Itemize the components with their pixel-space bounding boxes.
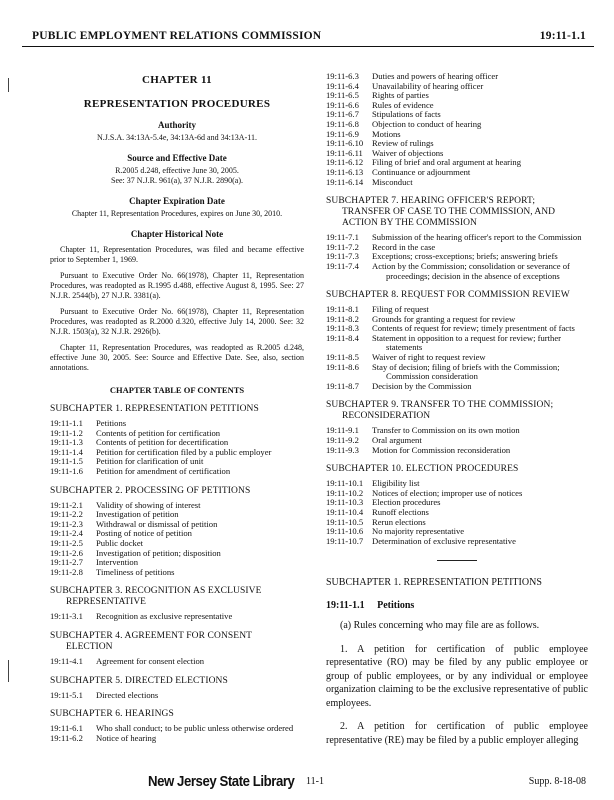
toc-entry-number: 19:11-6.13 [326,166,364,177]
toc-entry-number: 19:11-10.1 [326,478,364,489]
history-paragraph: Chapter 11, Representation Procedures, was readopted as R.2005 d.248, effective June 30, 2005. See: Source and Effective Date. See, also, section annotations. [50,343,304,372]
toc-entry-number: 19:11-2.5 [50,537,83,548]
expiration-text: Chapter 11, Representation Procedures, expires on June 30, 2010. [71,209,283,218]
toc-subchapter-title: SUBCHAPTER 7. HEARING OFFICER'S REPORT; [326,196,536,207]
toc-entry [326,537,588,547]
toc-entry-number: 19:11-9.2 [326,435,359,446]
source-line: See: 37 N.J.R. 961(a), 37 N.J.R. 2890(a). [111,176,243,185]
toc-subchapter-title: REPRESENTATIVE [66,597,146,608]
margin-mark [8,660,9,682]
toc-entry-number: 19:11-10.3 [326,497,364,508]
toc-entry-number: 19:11-10.2 [326,487,364,498]
toc-entry-number: 19:11-6.14 [326,176,364,187]
toc-entry-number: 19:11-8.2 [326,313,359,324]
authority-heading: Authority [158,120,196,130]
toc-entry-number: 19:11-2.3 [50,518,83,529]
toc-entry-list [326,305,588,391]
toc-entry-title: Contents of petition for certification [96,427,221,438]
toc-entry-number: 19:11-8.5 [326,352,359,363]
section-heading [326,600,588,611]
toc-title: CHAPTER TABLE OF CONTENTS [109,385,245,395]
toc-entry-title: Who shall conduct; to be public unless otherwise ordered [96,723,294,734]
toc-entry-title: Motions [372,128,401,139]
toc-entry [50,734,304,744]
toc-entry-number: 19:11-5.1 [50,689,83,700]
toc-entry-title: Motion for Commission reconsideration [372,444,511,455]
toc-entry-title: Election procedures [372,497,441,508]
toc-entry [326,446,588,456]
toc-entry-number: 19:11-1.4 [50,446,83,457]
toc-entry [326,426,588,436]
toc-entry-list [50,501,304,578]
running-header [22,30,592,46]
toc-entry-title: Eligibility list [372,478,420,489]
toc-entry-title: Petition for clarification of unit [96,456,204,467]
toc-subchapter-title: SUBCHAPTER 8. REQUEST FOR COMMISSION REVIEW [326,290,570,301]
toc-subchapter-title: SUBCHAPTER 2. PROCESSING OF PETITIONS [50,485,251,496]
toc-entry-title: Investigation of petition [96,509,179,520]
toc-entry-number: 19:11-7.2 [326,241,359,252]
toc-entry-list [326,426,588,455]
toc-entry-title: Stay of decision; filing of briefs with the Commission; Commission consideration [372,361,560,382]
toc-entry-number: 19:11-8.1 [326,304,359,315]
toc-entry-title: No majority representative [372,526,465,537]
toc-entry-number: 19:11-8.3 [326,323,359,334]
toc-entry-title: Validity of showing of interest [96,499,201,510]
history-paragraph: Pursuant to Executive Order No. 66(1978), Chapter 11, Representation Procedures, was readopted as R.2000 d.320, effective July 14, 2000. See: 32 N.J.R. 1503(a), 32 N.J.R. 2926(b). [50,307,304,336]
section-number: 19:11-1.1 [326,600,365,612]
toc-entry [50,568,304,578]
toc-entry-number: 19:11-2.1 [50,499,83,510]
toc-subchapter-title: SUBCHAPTER 1. REPRESENTATION PETITIONS [50,404,259,414]
toc-entry-number: 19:11-6.9 [326,128,359,139]
toc-entry-title: Filing of request [372,304,429,315]
toc-entry-number: 19:11-6.6 [326,99,359,110]
toc-entry-title: Rerun elections [372,516,426,527]
toc-entry-title: Grounds for granting a request for review [372,313,516,324]
toc-left [50,404,304,743]
section-divider [437,560,477,561]
toc-entry-number: 19:11-10.5 [326,516,364,527]
toc-entry-number: 19:11-8.7 [326,380,359,391]
toc-entry-title: Determination of exclusive representative [372,535,516,546]
toc-subchapter-title: TRANSFER OF CASE TO THE COMMISSION, AND [342,207,555,218]
toc-entry-title: Withdrawal or dismissal of petition [96,518,218,529]
toc-entry-title: Record in the case [372,241,436,252]
toc-entry-title: Waiver of right to request review [372,352,486,363]
toc-entry [326,101,588,111]
toc-entry-number: 19:11-9.3 [326,444,359,455]
toc-entry-title: Petitions [96,418,127,428]
toc-entry-list [50,612,304,622]
toc-entry [326,489,588,499]
toc-entry-title: Misconduct [372,176,413,187]
paragraph-2: 2. A petition for certification of public employee representative (RE) may be filed by a public employer alleging [326,721,588,746]
toc-entry-number: 19:11-10.6 [326,526,364,537]
header-section-number: 19:11-1.1 [539,30,586,42]
source-heading: Source and Effective Date [127,153,227,163]
toc-entry-title: Filing of brief and oral argument at hearing [372,157,521,168]
toc-entry-number: 19:11-6.1 [50,723,83,734]
toc-entry-title: Posting of notice of petition [96,528,192,539]
toc-entry [326,334,588,353]
history-heading: Chapter Historical Note [130,229,224,239]
toc-entry-number: 19:11-6.7 [326,109,359,120]
toc-entry-list [326,233,588,281]
toc-entry-title: Intervention [96,557,138,568]
toc-entry-title: Action by the Commission; consolidation or severance of proceedings; decision in the absence of exceptions [372,260,570,281]
toc-subchapter-title: SUBCHAPTER 5. DIRECTED ELECTIONS [50,675,228,686]
toc-entry-number: 19:11-7.3 [326,251,359,262]
expiration-heading: Chapter Expiration Date [129,196,225,206]
history-paragraph: Pursuant to Executive Order No. 66(1978), Chapter 11, Representation Procedures, was readopted as R.1995 d.488, effective August 8, 1995. See: 27 N.J.R. 2544(b), 27 N.J.R. 3381(a). [50,271,304,300]
toc-entry [326,363,588,382]
toc-entry-title: Submission of the hearing officer's report to the Commission [372,232,582,243]
toc-entry [326,178,588,188]
toc-entry-number: 19:11-6.11 [326,147,363,158]
supplement-date: Supp. 8-18-08 [528,776,586,787]
toc-entry-number: 19:11-4.1 [50,655,83,666]
toc-entry-number: 19:11-2.4 [50,528,83,539]
source-line: R.2005 d.248, effective June 30, 2005. [115,166,239,175]
toc-entry-title: Rules of evidence [372,99,434,110]
toc-entry [50,691,304,701]
toc-entry-number: 19:11-2.6 [50,547,83,558]
toc-entry-list [50,724,304,743]
toc-entry [326,508,588,518]
library-watermark: New Jersey State Library [148,773,295,790]
toc-entry-number: 19:11-6.2 [50,732,83,743]
toc-entry [50,529,304,539]
toc-entry-title: Timeliness of petitions [96,566,175,577]
toc-entry [50,467,304,477]
toc-entry-list [326,479,588,546]
left-column [50,70,304,743]
authority-text: N.J.S.A. 34:13A-5.4e, 34:13A-6d and 34:13A-11. [97,133,257,142]
toc-entry-number: 19:11-2.7 [50,557,83,568]
toc-entry [326,82,588,92]
toc-entry-number: 19:11-8.6 [326,361,359,372]
toc-entry [50,549,304,559]
toc-entry [326,498,588,508]
toc-entry-title: Directed elections [96,689,159,700]
page-footer [0,773,614,793]
toc-subchapter-title: RECONSIDERATION [342,411,431,422]
toc-entry [326,168,588,178]
toc-entry [50,657,304,667]
toc-entry-title: Rights of parties [372,90,429,101]
page-number: 11-1 [306,776,324,787]
toc-entry-list [50,657,304,667]
toc-entry [50,612,304,622]
toc-entry-title: Petition for amendment of certification [96,465,231,476]
toc-entry-number: 19:11-10.4 [326,507,364,517]
toc-entry-number: 19:11-3.1 [50,611,83,622]
toc-entry-title: Review of rulings [372,138,434,149]
right-column [326,72,588,747]
toc-entry-number: 19:11-2.8 [50,566,83,577]
toc-entry-number: 19:11-2.2 [50,509,83,520]
toc-entry-number: 19:11-6.12 [326,157,364,168]
toc-entry-title: Contents of petition for decertification [96,437,229,448]
toc-subchapter-title: ACTION BY THE COMMISSION [342,218,477,229]
toc-entry-title: Duties and powers of hearing officer [372,71,499,81]
toc-right [326,196,588,546]
chapter-number: CHAPTER 11 [142,74,212,86]
toc-entry-title: Notices of election; improper use of notices [372,487,523,498]
header-rule [22,46,594,47]
toc-entry-number: 19:11-6.5 [326,90,359,101]
toc-entry-title: Transfer to Commission on its own motion [372,425,520,436]
toc-entry [326,130,588,140]
toc-entry-number: 19:11-9.1 [326,425,359,436]
history-paragraph: Chapter 11, Representation Procedures, was filed and became effective prior to September 1, 1969. [50,245,304,264]
toc-subchapter-title: SUBCHAPTER 6. HEARINGS [50,709,174,720]
toc-entry-number: 19:11-10.7 [326,535,364,546]
toc-entry [326,120,588,130]
toc-subchapter-title: SUBCHAPTER 10. ELECTION PROCEDURES [326,464,519,475]
toc-entry [50,558,304,568]
toc-entry-number: 19:11-1.5 [50,456,83,467]
toc-entry-number: 19:11-6.10 [326,138,364,149]
toc-entry [50,724,304,734]
toc-entry-title: Notice of hearing [96,732,157,743]
toc-entry-number: 19:11-6.8 [326,118,359,129]
toc-entry-number: 19:11-1.1 [50,418,83,428]
body-subchapter-title: SUBCHAPTER 1. REPRESENTATION PETITIONS [326,577,542,589]
toc-entry-title: Waiver of objections [372,147,444,158]
toc-entry-title: Continuance or adjournment [372,166,471,177]
toc-entry-title: Public docket [96,537,144,548]
toc-entry-number: 19:11-6.4 [326,80,359,91]
toc-entry-title: Petition for certification filed by a public employer [96,446,272,457]
toc-entry [326,262,588,281]
toc-entry [326,139,588,149]
toc-entry-number: 19:11-7.4 [326,260,359,271]
paragraph-1: 1. A petition for certification of public employee representative (RO) may be filed by any public employee or group of public employees, or by any individual or employee organization claiming to be the exclusive representative of public employees. [326,643,588,709]
toc-entry-title: Stipulations of facts [372,109,441,120]
toc-subchapter-title: SUBCHAPTER 3. RECOGNITION AS EXCLUSIVE [50,586,262,597]
toc-entry [326,382,588,392]
margin-mark [8,78,9,92]
toc-entry-number: 19:11-1.6 [50,465,83,476]
toc-entry-title: Unavailability of hearing officer [372,80,484,91]
toc-entry-title: Agreement for consent election [96,655,205,666]
toc-right-continued [326,72,588,187]
history-paragraphs [50,245,304,373]
toc-entry-number: 19:11-1.2 [50,427,83,438]
toc-entry-title: Runoff elections [372,507,429,517]
toc-entry [326,233,588,243]
section-title: Petitions [377,600,415,612]
header-title: PUBLIC EMPLOYMENT RELATIONS COMMISSION [32,30,322,42]
paragraph-a: (a) Rules concerning who may file are as follows. [340,620,540,632]
toc-subchapter-title: ELECTION [66,641,113,652]
toc-entry-list [50,691,304,701]
toc-entry-title: Decision by the Commission [372,380,472,391]
toc-subchapter-title: SUBCHAPTER 4. AGREEMENT FOR CONSENT [50,630,253,641]
toc-entry-title: Oral argument [372,435,422,446]
toc-entry-title: Contents of request for review; timely presentment of facts [372,323,575,334]
chapter-title: REPRESENTATION PROCEDURES [83,98,271,110]
toc-entry-number: 19:11-6.3 [326,71,359,81]
toc-entry-title: Investigation of petition; disposition [96,547,221,558]
toc-entry-title: Objection to conduct of hearing [372,118,482,129]
toc-entry-number: 19:11-7.1 [326,232,359,243]
toc-entry-title: Statement in opposition to a request for review; further statements [372,332,562,353]
toc-entry-list [50,419,304,477]
toc-entry-title: Recognition as exclusive representative [96,611,233,622]
toc-entry [326,91,588,101]
toc-entry-number: 19:11-8.4 [326,332,359,343]
toc-entry-number: 19:11-1.3 [50,437,83,448]
toc-subchapter-title: SUBCHAPTER 9. TRANSFER TO THE COMMISSION; [326,400,554,411]
toc-entry-title: Exceptions; cross-exceptions; briefs; answering briefs [372,251,558,262]
